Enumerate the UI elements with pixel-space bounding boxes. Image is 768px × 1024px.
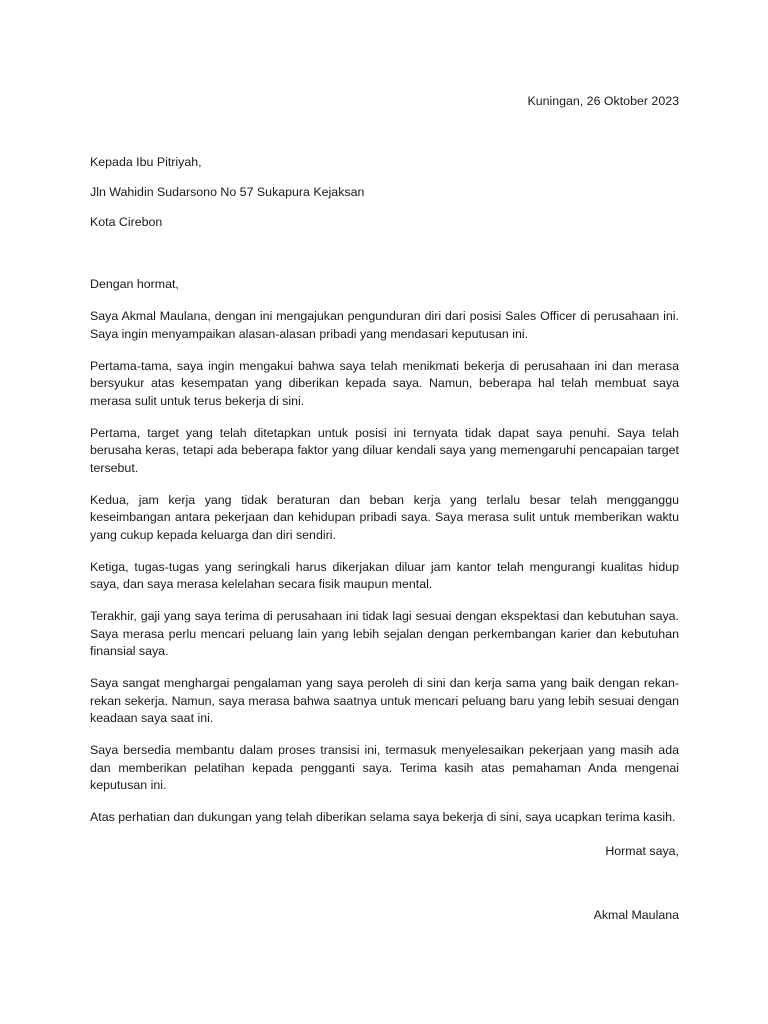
letter-date: Kuningan, 26 Oktober 2023 — [527, 94, 679, 108]
salutation: Dengan hormat, — [90, 277, 179, 291]
closing: Hormat saya, — [605, 844, 679, 858]
paragraph-reason-4: Terakhir, gaji yang saya terima di perusahaan ini tidak lagi sesuai dengan ekspektasi dan kebutuhan saya. Saya merasa perlu mencari peluang lain yang lebih sejalan dengan perkembangan karier dan kebutuhan finansial saya. — [90, 609, 679, 658]
signature-name: Akmal Maulana — [593, 908, 679, 922]
recipient-name: Kepada Ibu Pitriyah, — [90, 155, 202, 169]
paragraph-thanks: Atas perhatian dan dukungan yang telah diberikan selama saya bekerja di sini, saya ucapkan terima kasih. — [90, 810, 676, 824]
letter-body — [90, 308, 679, 841]
letter-page — [90, 0, 679, 1024]
recipient-address: Jln Wahidin Sudarsono No 57 Sukapura Kejaksan — [90, 185, 365, 199]
paragraph-gratitude: Pertama-tama, saya ingin mengakui bahwa saya telah menikmati bekerja di perusahaan ini dan merasa bersyukur atas kesempatan yang diberikan kepada saya. Namun, beberapa hal telah membuat saya merasa sulit untuk terus bekerja di sini. — [90, 358, 679, 408]
paragraph-intro: Saya Akmal Maulana, dengan ini mengajukan pengunduran diri dari posisi Sales Officer di perusahaan ini. Saya ingin menyampaikan alasan-alasan pribadi yang mendasari keputusan ini. — [90, 309, 679, 341]
paragraph-appreciation: Saya sangat menghargai pengalaman yang saya peroleh di sini dan kerja sama yang baik dengan rekan-rekan sekerja. Namun, saya merasa bahwa saatnya untuk mencari peluang baru yang lebih sesuai dengan keadaan saya saat ini. — [90, 676, 679, 725]
recipient-city: Kota Cirebon — [90, 215, 163, 229]
paragraph-reason-3: Ketiga, tugas-tugas yang seringkali harus dikerjakan diluar jam kantor telah mengurangi kualitas hidup saya, dan saya merasa kelelahan secara fisik maupun mental. — [90, 559, 679, 591]
paragraph-reason-2: Kedua, jam kerja yang tidak beraturan dan beban kerja yang terlalu besar telah mengganggu keseimbangan antara pekerjaan dan kehidupan pribadi saya. Saya merasa sulit untuk memberikan waktu yang cukup kepada keluarga dan diri sendiri. — [90, 492, 679, 542]
paragraph-transition: Saya bersedia membantu dalam proses transisi ini, termasuk menyelesaikan pekerjaan yang masih ada dan memberikan pelatihan kepada pengganti saya. Terima kasih atas pemahaman Anda mengenai keputusan ini. — [90, 743, 679, 792]
paragraph-reason-1: Pertama, target yang telah ditetapkan untuk posisi ini ternyata tidak dapat saya penuhi. Saya telah berusaha keras, tetapi ada beberapa faktor yang diluar kendali saya yang memengaruhi pencapaian target tersebut. — [90, 425, 679, 475]
